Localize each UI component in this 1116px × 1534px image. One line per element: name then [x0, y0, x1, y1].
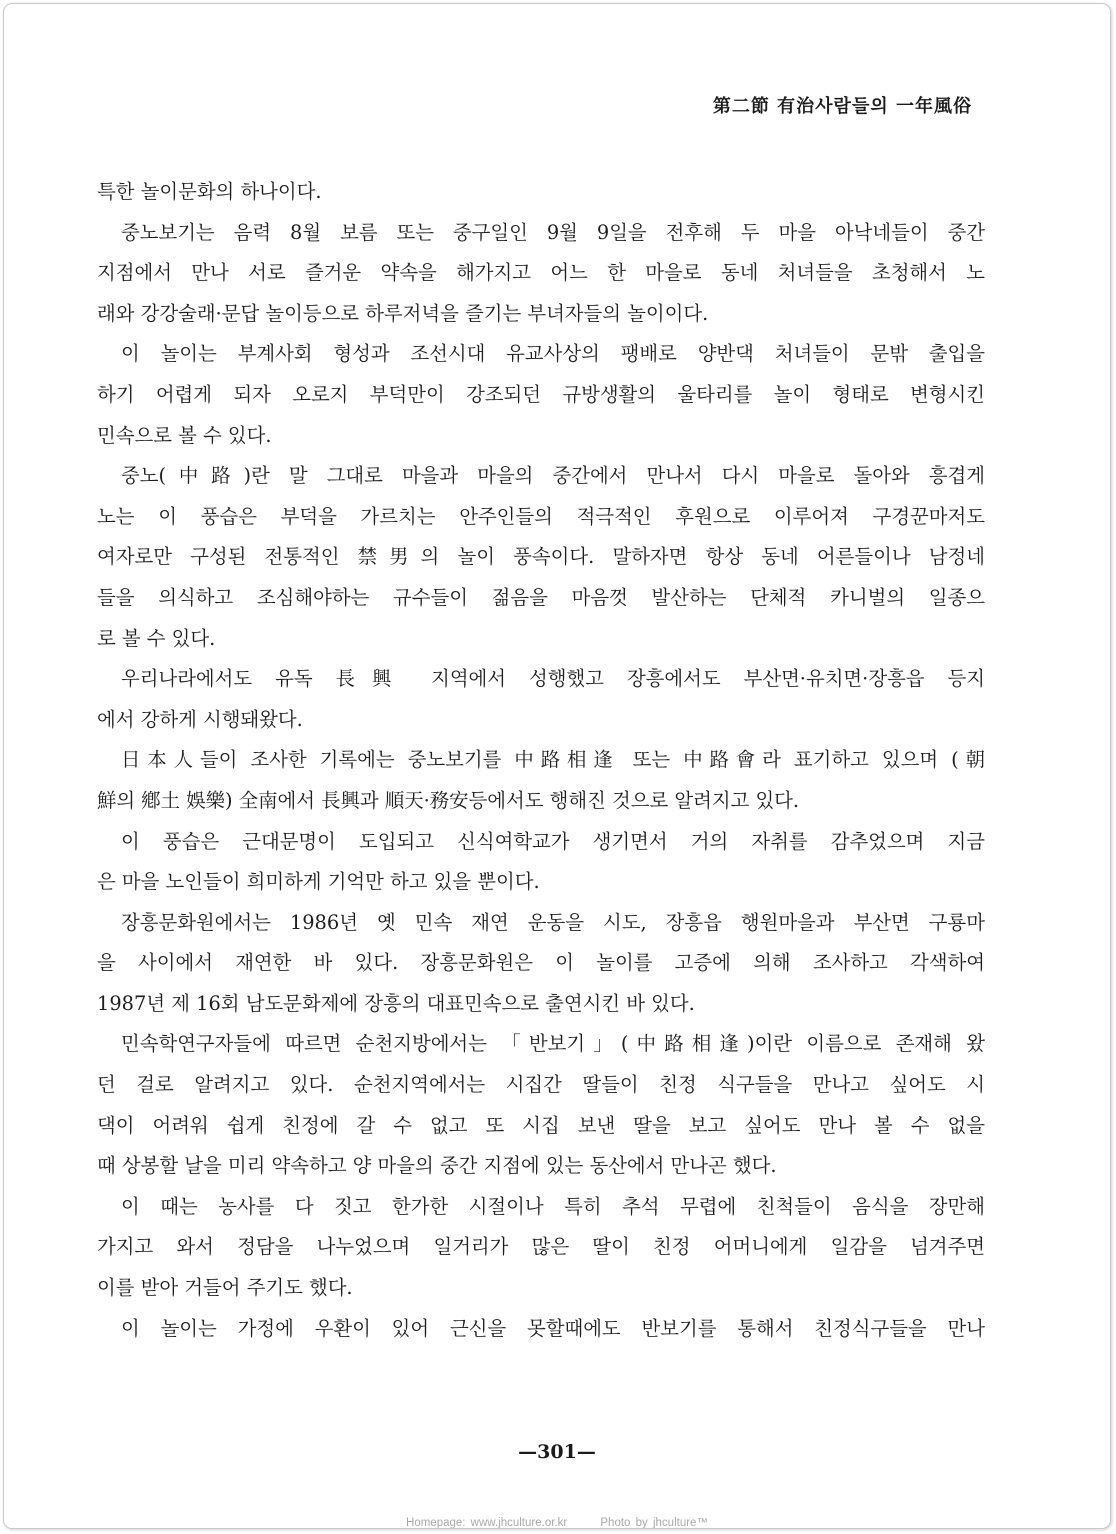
text-line: 던 걸로 알려지고 있다. 순천지역에서는 시집간 딸들이 친정 식구들을 만나고 싶어도 시 [97, 1073, 985, 1097]
footer-credits [4, 1517, 1110, 1529]
text-line: 우리나라에서도 유독 長興 지역에서 성행했고 장흥에서도 부산면·유치면·장흥읍 등지 [121, 667, 985, 691]
text-line: 장흥문화원에서는 1986년 옛 민속 재연 운동을 시도, 장흥읍 행원마을과 부산면 구룡마 [121, 910, 985, 934]
text-line: 하기 어렵게 되자 오로지 부덕만이 강조되던 규방생활의 울타리를 놀이 형태로 변형시킨 [97, 382, 985, 406]
text-line: 중노보기는 음력 8월 보름 또는 중구일인 9월 9일을 전후해 두 마을 아낙네들이 중간 [121, 220, 985, 244]
text-line: 이를 받아 거들어 주기도 했다. [97, 1276, 353, 1300]
text-line: 日本人들이 조사한 기록에는 중노보기를 中路相逢 또는 中路會라 표기하고 있으며 (朝 [121, 748, 985, 772]
text-line: 노는 이 풍습은 부덕을 가르치는 안주인들의 적극적인 후원으로 이루어져 구경꾼마저도 [97, 504, 985, 528]
text-line: 이 놀이는 부계사회 형성과 조선시대 유교사상의 팽배로 양반댁 처녀들이 문밖 출입을 [121, 342, 985, 366]
text-line: 1987년 제 16회 남도문화제에 장흥의 대표민속으로 출연시킨 바 있다. [97, 991, 695, 1015]
footer-photo-credit: Photo by jhculture™ [600, 1517, 708, 1529]
footer-homepage: Homepage: www.jhculture.or.kr [406, 1517, 568, 1529]
text-line: 이 때는 농사를 다 짓고 한가한 시절이나 특히 추석 무렵에 친척들이 음식을 장만해 [121, 1194, 985, 1218]
text-line: 민속으로 볼 수 있다. [97, 423, 272, 447]
text-line: 에서 강하게 시행돼왔다. [97, 707, 303, 731]
text-line: 은 마을 노인들이 희미하게 기억만 하고 있을 뿐이다. [97, 870, 540, 894]
text-line: 중노(中路)란 말 그대로 마을과 마을의 중간에서 만나서 다시 마을로 돌아와 흥겹게 [121, 464, 985, 488]
scanned-page [3, 3, 1111, 1529]
page-number: —301— [518, 1441, 596, 1463]
text-line: 때 상봉할 날을 미리 약속하고 양 마을의 중간 지점에 있는 동산에서 만나곤 했다. [97, 1154, 777, 1178]
text-line: 이 풍습은 근대문명이 도입되고 신식여학교가 생기면서 거의 자취를 감추었으며 지금 [121, 829, 985, 853]
text-line: 래와 강강술래·문답 놀이등으로 하루저녁을 즐기는 부녀자들의 놀이이다. [97, 301, 709, 325]
text-line: 들을 의식하고 조심해야하는 규수들이 젊음을 마음껏 발산하는 단체적 카니벌의 일종으 [97, 585, 985, 609]
text-line: 여자로만 구성된 전통적인 禁男의 놀이 풍속이다. 말하자면 항상 동네 어른들이나 남정네 [97, 545, 985, 569]
text-line: 을 사이에서 재연한 바 있다. 장흥문화원은 이 놀이를 고증에 의해 조사하고 각색하여 [97, 951, 985, 975]
text-line: 鮮의 鄕土 娛樂) 全南에서 長興과 順天·務安등에서도 행해진 것으로 알려지고 있다. [97, 788, 800, 812]
text-line: 가지고 와서 정담을 나누었으며 일거리가 많은 딸이 친정 어머니에게 일감을 넘겨주면 [97, 1235, 985, 1259]
text-line: 민속학연구자들에 따르면 순천지방에서는 「반보기」(中路相逢)이란 이름으로 존재해 왔 [121, 1032, 985, 1056]
body-text [97, 172, 985, 1349]
text-line: 댁이 어려워 쉽게 친정에 갈 수 없고 또 시집 보낸 딸을 보고 싶어도 만나 볼 수 없을 [97, 1113, 985, 1137]
text-line: 로 볼 수 있다. [97, 626, 216, 650]
text-line: 이 놀이는 가정에 우환이 있어 근신을 못할때에도 반보기를 통해서 친정식구들을 만나 [121, 1316, 985, 1340]
text-line: 지점에서 만나 서로 즐거운 약속을 해가지고 어느 한 마을로 동네 처녀들을 초청해서 노 [97, 261, 985, 285]
running-header: 第二節 有治사람들의 一年風俗 [712, 96, 972, 117]
text-line: 특한 놀이문화의 하나이다. [97, 180, 322, 203]
